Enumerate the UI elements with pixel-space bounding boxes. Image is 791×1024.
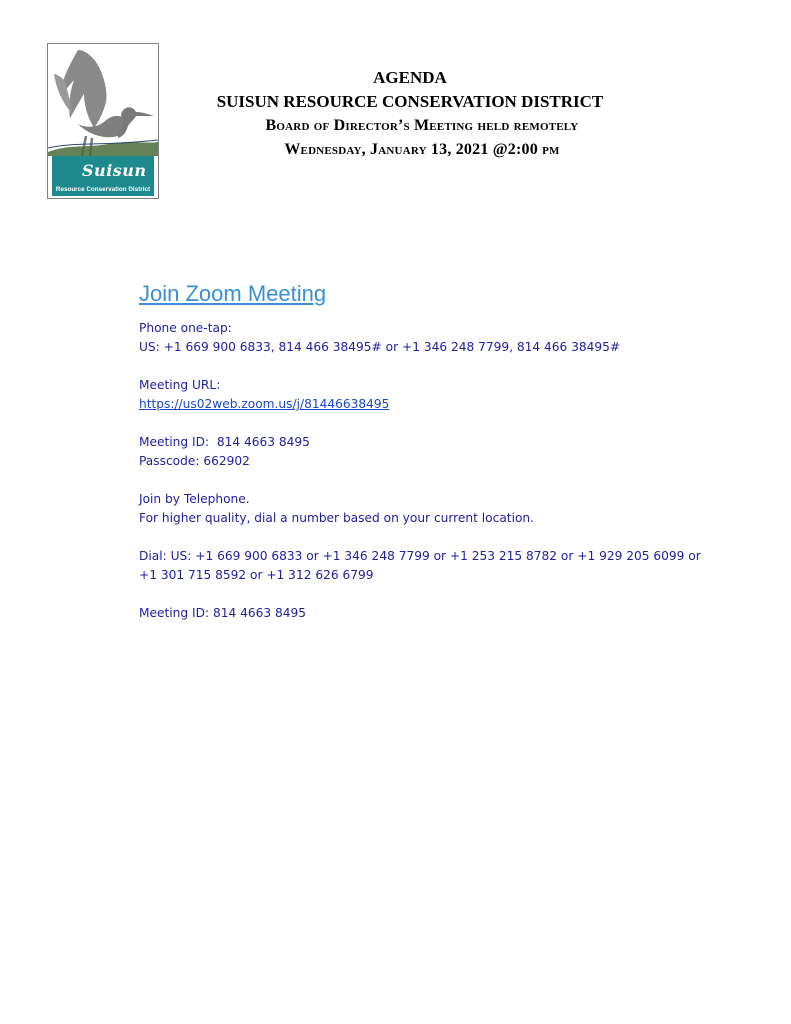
telephone-note: For higher quality, dial a number based on your current location. xyxy=(139,511,535,525)
spacer xyxy=(139,585,739,604)
organization-name: SUISUN RESOURCE CONSERVATION DISTRICT xyxy=(216,92,604,111)
agenda-header xyxy=(170,66,650,162)
spacer xyxy=(139,528,739,547)
agenda-title: AGENDA xyxy=(373,68,447,87)
logo-tagline: Resource Conservation District xyxy=(55,186,151,193)
telephone-heading: Join by Telephone. xyxy=(139,492,250,506)
meeting-id: Meeting ID: 814 4663 8495 xyxy=(139,435,310,449)
meeting-date-time: Wednesday, January 13, 2021 @2:00 pm xyxy=(284,141,560,158)
phone-one-tap-numbers: US: +1 669 900 6833, 814 466 38495# or +1 346 248 7799, 814 466 38495# xyxy=(139,340,621,354)
zoom-details xyxy=(139,280,739,623)
phone-one-tap-label: Phone one-tap: xyxy=(139,321,232,335)
spacer xyxy=(139,414,739,433)
meeting-url-link[interactable]: https://us02web.zoom.us/j/81446638495 xyxy=(139,397,390,411)
logo-wordmark: Suisun xyxy=(82,161,147,180)
suisun-logo xyxy=(47,43,159,199)
meeting-id-repeat: Meeting ID: 814 4663 8495 xyxy=(139,606,307,620)
dial-numbers-line-2: +1 301 715 8592 or +1 312 626 6799 xyxy=(139,568,374,582)
spacer xyxy=(139,357,739,376)
join-zoom-link[interactable]: Join Zoom Meeting xyxy=(139,281,327,306)
meeting-type: Board of Director’s Meeting held remotely xyxy=(265,117,579,134)
dial-numbers-line-1: Dial: US: +1 669 900 6833 or +1 346 248 7799 or +1 253 215 8782 or +1 929 205 6099 or xyxy=(139,549,701,563)
passcode: Passcode: 662902 xyxy=(139,454,250,468)
meeting-url-label: Meeting URL: xyxy=(139,378,221,392)
spacer xyxy=(139,471,739,490)
